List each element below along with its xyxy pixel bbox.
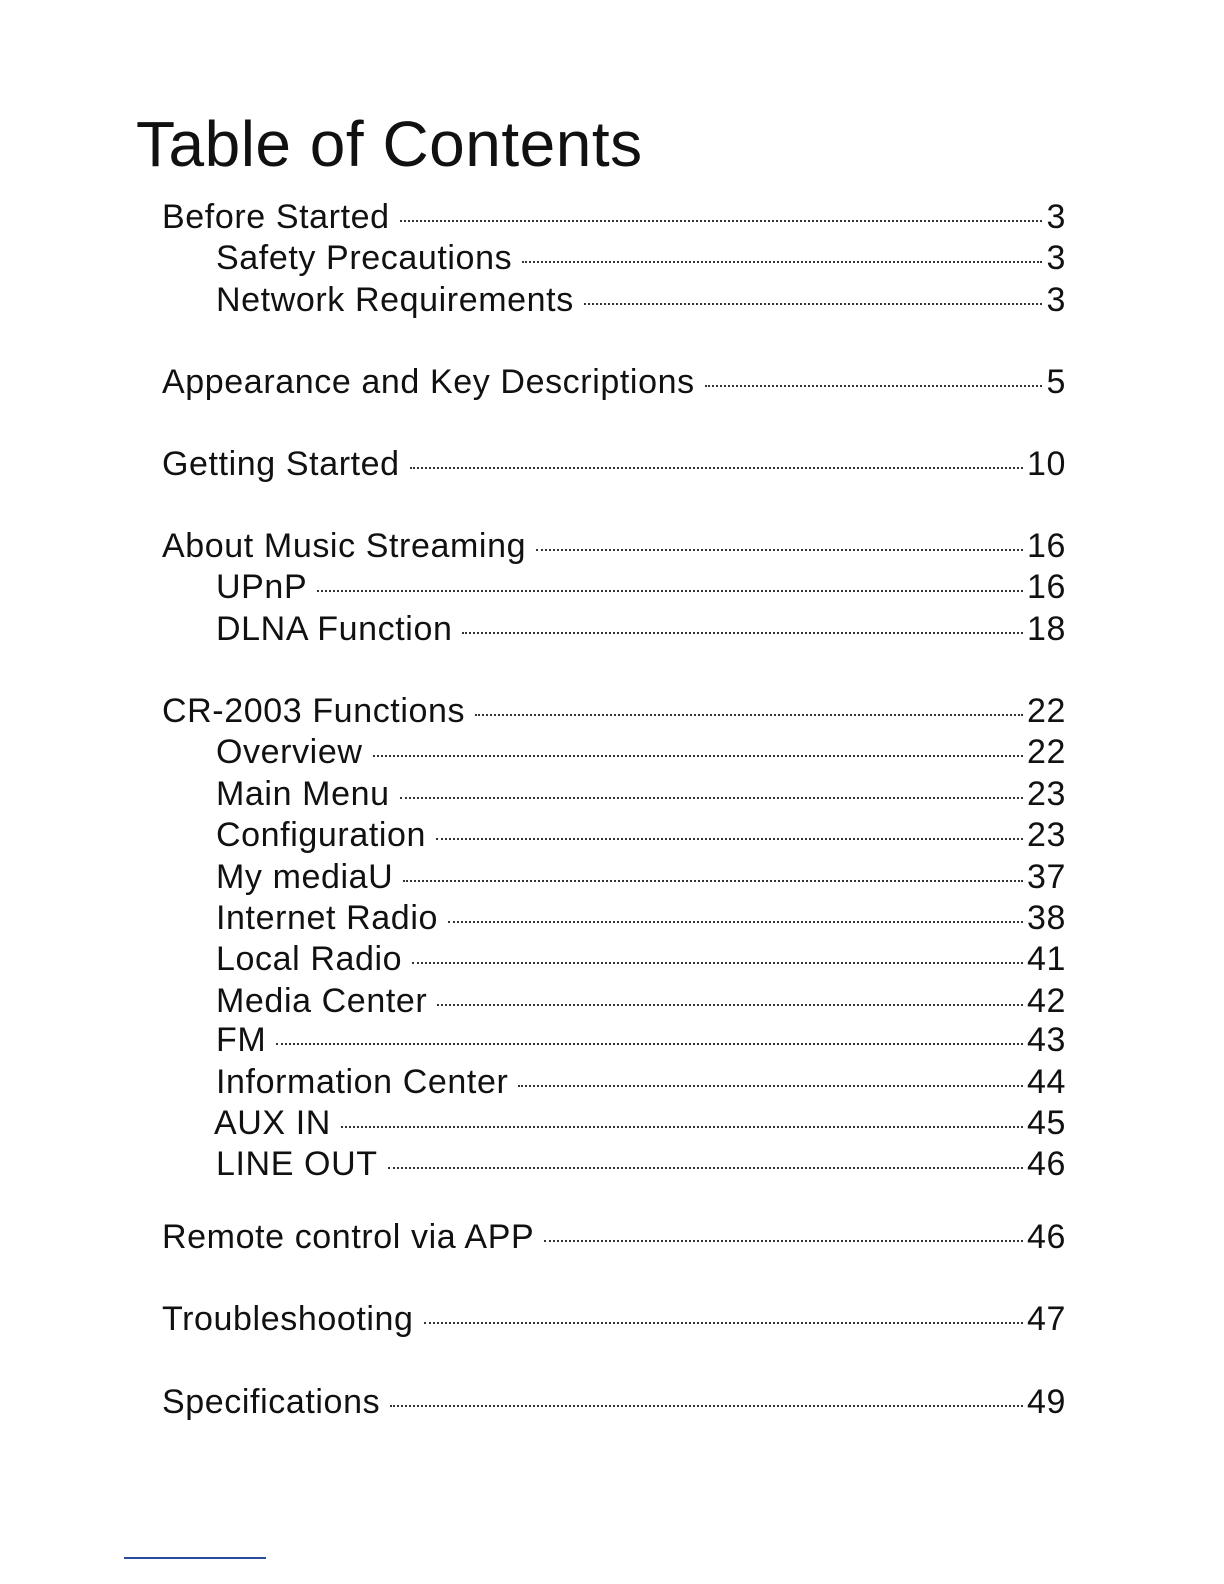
toc-entry-page: 16 — [1026, 568, 1066, 606]
toc-entry-my-mediau[interactable] — [216, 855, 1066, 899]
toc-entry-label: Media Center — [216, 982, 428, 1020]
toc-entry-configuration[interactable] — [216, 813, 1066, 857]
toc-entry-label: Internet Radio — [216, 899, 438, 937]
toc-entry-before-started[interactable] — [162, 195, 1066, 239]
dot-leader — [373, 755, 1023, 757]
toc-entry-page: 38 — [1026, 899, 1066, 937]
toc-entry-page: 16 — [1026, 527, 1066, 565]
dot-leader — [544, 1240, 1023, 1242]
dot-leader — [390, 1405, 1023, 1407]
dot-leader — [448, 921, 1023, 923]
toc-entry-line-out[interactable] — [216, 1142, 1066, 1186]
toc-entry-label: My mediaU — [216, 858, 394, 896]
toc-entry-page: 22 — [1026, 692, 1066, 730]
toc-entry-page: 37 — [1026, 858, 1066, 896]
dot-leader — [424, 1322, 1023, 1324]
toc-entry-label: Safety Precautions — [216, 239, 513, 277]
toc-entry-label: Information Center — [216, 1063, 509, 1101]
dot-leader — [437, 1004, 1023, 1006]
dot-leader — [584, 303, 1043, 305]
toc-entry-getting-started[interactable] — [162, 442, 1066, 486]
dot-leader — [475, 714, 1023, 716]
toc-entry-page: 3 — [1046, 281, 1066, 319]
toc-entry-page: 46 — [1026, 1218, 1066, 1256]
toc-entry-appearance[interactable] — [162, 360, 1066, 404]
toc-entry-label: Configuration — [216, 816, 427, 854]
dot-leader — [276, 1043, 1023, 1045]
toc-entry-page: 3 — [1046, 239, 1066, 277]
toc-entry-aux-in[interactable] — [214, 1101, 1066, 1145]
toc-entry-page: 46 — [1026, 1145, 1066, 1183]
toc-entry-label: DLNA Function — [216, 610, 453, 648]
dot-leader — [536, 549, 1023, 551]
toc-entry-label: AUX IN — [214, 1104, 331, 1142]
dot-leader — [705, 385, 1043, 387]
toc-entry-overview[interactable] — [216, 730, 1066, 774]
toc-entry-media-center[interactable] — [216, 979, 1066, 1023]
dot-leader — [412, 962, 1023, 964]
toc-entry-specifications[interactable] — [162, 1380, 1066, 1424]
toc-entry-fm[interactable] — [216, 1018, 1066, 1062]
dot-leader — [403, 880, 1023, 882]
dot-leader — [410, 467, 1023, 469]
toc-entry-label: UPnP — [216, 568, 308, 606]
toc-entry-page: 3 — [1046, 198, 1066, 236]
toc-entry-label: LINE OUT — [216, 1145, 378, 1183]
dot-leader — [400, 797, 1023, 799]
toc-entry-label: Getting Started — [162, 445, 400, 483]
toc-entry-page: 41 — [1026, 940, 1066, 978]
toc-entry-label: Overview — [216, 733, 363, 771]
toc-entry-label: Specifications — [162, 1383, 381, 1421]
toc-entry-label: Before Started — [162, 198, 390, 236]
toc-entry-label: Troubleshooting — [162, 1300, 414, 1338]
toc-entry-page: 23 — [1026, 816, 1066, 854]
dot-leader — [388, 1167, 1023, 1169]
toc-entry-music-streaming[interactable] — [162, 524, 1066, 568]
dot-leader — [400, 220, 1043, 222]
toc-entry-network-requirements[interactable] — [216, 278, 1066, 322]
toc-entry-safety-precautions[interactable] — [216, 236, 1066, 280]
toc-entry-page: 47 — [1026, 1300, 1066, 1338]
toc-entry-local-radio[interactable] — [216, 937, 1066, 981]
toc-entry-label: Remote control via APP — [162, 1218, 535, 1256]
toc-entry-label: Appearance and Key Descriptions — [162, 363, 695, 401]
toc-entry-dlna-function[interactable] — [216, 607, 1066, 651]
toc-entry-page: 5 — [1046, 363, 1066, 401]
toc-entry-page: 10 — [1026, 445, 1066, 483]
toc-entry-label: About Music Streaming — [162, 527, 527, 565]
toc-entry-label: Network Requirements — [216, 281, 574, 319]
toc-entry-label: CR-2003 Functions — [162, 692, 466, 730]
toc-entry-label: Local Radio — [216, 940, 403, 978]
toc-entry-remote-control[interactable] — [162, 1215, 1066, 1259]
dot-leader — [518, 1085, 1023, 1087]
toc-entry-information-center[interactable] — [216, 1060, 1066, 1104]
toc-entry-troubleshooting[interactable] — [162, 1297, 1066, 1341]
toc-entry-label: FM — [216, 1021, 267, 1059]
toc-entry-page: 49 — [1026, 1383, 1066, 1421]
toc-entry-main-menu[interactable] — [216, 772, 1066, 816]
toc-entry-page: 43 — [1026, 1021, 1066, 1059]
toc-entry-page: 22 — [1026, 733, 1066, 771]
toc-entry-page: 45 — [1026, 1104, 1066, 1142]
toc-entry-label: Main Menu — [216, 775, 390, 813]
toc-entry-page: 23 — [1026, 775, 1066, 813]
toc-entry-cr2003-functions[interactable] — [162, 689, 1066, 733]
dot-leader — [462, 632, 1022, 634]
dot-leader — [522, 261, 1042, 263]
dot-leader — [436, 838, 1023, 840]
page-title: Table of Contents — [136, 108, 643, 180]
toc-entry-internet-radio[interactable] — [216, 896, 1066, 940]
dot-leader — [341, 1126, 1023, 1128]
dot-leader — [317, 590, 1023, 592]
footer-rule — [124, 1557, 266, 1559]
toc-entry-page: 18 — [1026, 610, 1066, 648]
toc-entry-page: 44 — [1026, 1063, 1066, 1101]
toc-entry-page: 42 — [1026, 982, 1066, 1020]
toc-entry-upnp[interactable] — [216, 565, 1066, 609]
